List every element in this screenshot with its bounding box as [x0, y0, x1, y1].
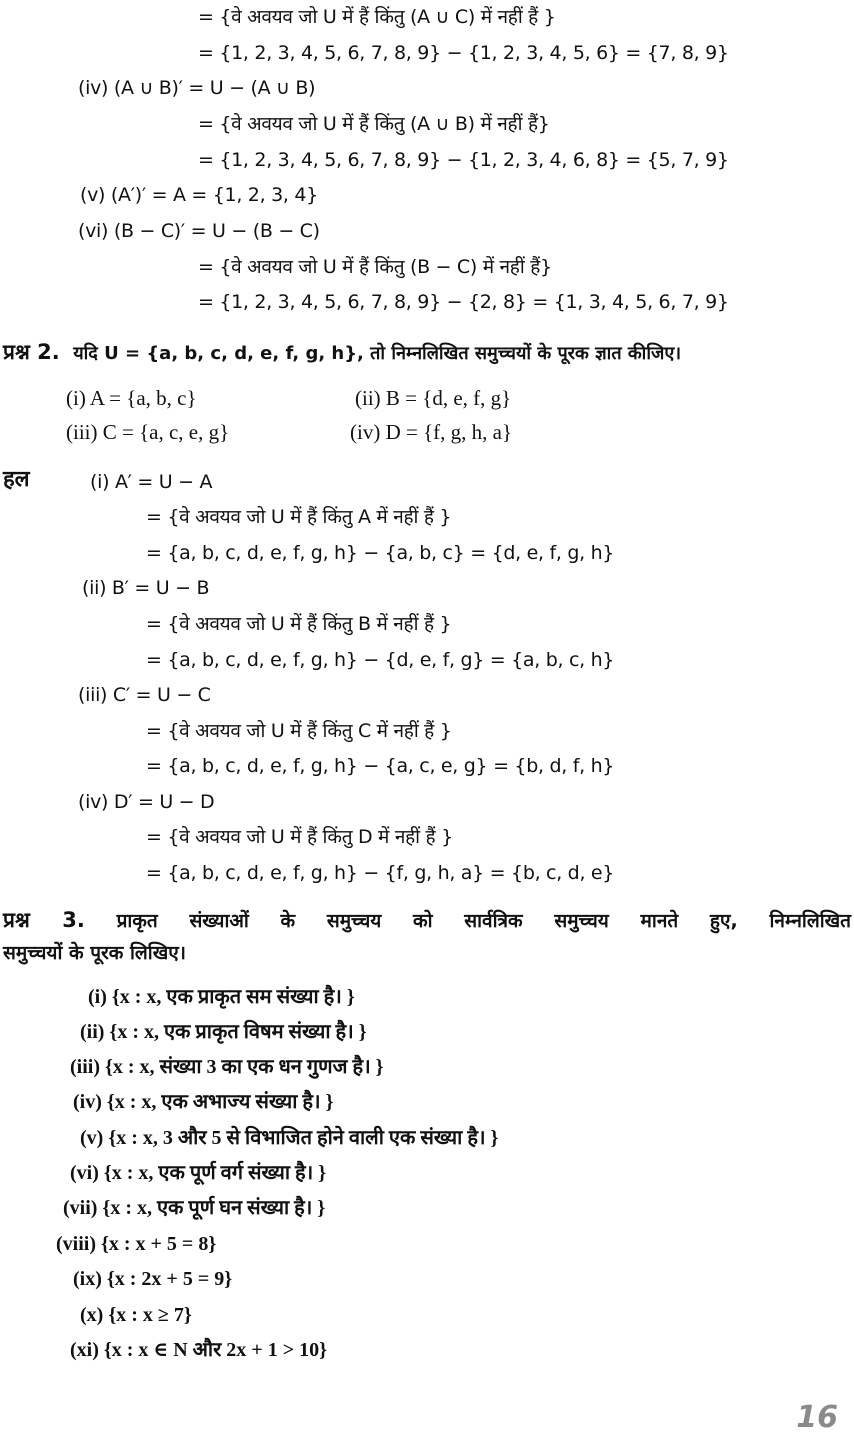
question-3-line-2: समुच्चयों के पूरक लिखिए।	[3, 942, 186, 964]
page-number: 16	[796, 1400, 838, 1435]
text-line: = {a, b, c, d, e, f, g, h} − {d, e, f, g} = {a, b, c, h}	[146, 649, 615, 671]
list-item: (iii) {x : x, संख्या 3 का एक धन गुणज है। }	[70, 1056, 384, 1078]
question-text: प्राकृत संख्याओं के समुच्चय को सार्वत्रिक समुच्चय मानते हुए, निम्नलिखित	[116, 910, 851, 932]
solution-label: हल	[3, 467, 30, 492]
question-label: प्रश्न 2.	[3, 340, 60, 364]
list-item: (viii) {x : x + 5 = 8}	[56, 1233, 217, 1255]
text-line: = {वे अवयव जो U में हैं किंतु B में नहीं हैं }	[146, 613, 452, 635]
text-line: (ii) B′ = U − B	[82, 577, 210, 599]
text-line: (iv) D′ = U − D	[78, 791, 215, 813]
list-item: (xi) {x : x ∈ N और 2x + 1 > 10}	[70, 1339, 327, 1361]
text-line: = {a, b, c, d, e, f, g, h} − {a, b, c} = {d, e, f, g, h}	[146, 542, 615, 564]
text-line: (iii) C′ = U − C	[78, 684, 211, 706]
text-line: = {वे अवयव जो U में हैं किंतु (A ∪ C) में नहीं हैं }	[198, 6, 556, 28]
text-line: = {वे अवयव जो U में हैं किंतु C में नहीं हैं }	[146, 720, 452, 742]
text-line: = {वे अवयव जो U में हैं किंतु (A ∪ B) में नहीं हैं}	[198, 113, 550, 135]
question-3-line-1	[3, 905, 851, 936]
list-item: (vi) {x : x, एक पूर्ण वर्ग संख्या है। }	[70, 1162, 327, 1184]
text-line: (vi) (B − C)′ = U − (B − C)	[78, 220, 320, 242]
list-item: (v) {x : x, 3 और 5 से विभाजित होने वाली एक संख्या है। }	[80, 1127, 499, 1149]
text-line: (i) A′ = U − A	[90, 471, 213, 493]
option-iii: (iii) C = {a, c, e, g}	[66, 420, 230, 444]
list-item: (ix) {x : 2x + 5 = 9}	[73, 1268, 233, 1290]
option-iv: (iv) D = {f, g, h, a}	[350, 420, 513, 444]
question-label: प्रश्न 3.	[3, 908, 85, 932]
list-item: (i) {x : x, एक प्राकृत सम संख्या है। }	[88, 986, 355, 1008]
option-ii: (ii) B = {d, e, f, g}	[355, 386, 512, 410]
list-item: (ii) {x : x, एक प्राकृत विषम संख्या है। }	[80, 1021, 367, 1043]
option-i: (i) A = {a, b, c}	[66, 386, 197, 410]
list-item: (vii) {x : x, एक पूर्ण घन संख्या है। }	[63, 1197, 326, 1219]
text-line: = {1, 2, 3, 4, 5, 6, 7, 8, 9} − {1, 2, 3, 4, 5, 6} = {7, 8, 9}	[198, 42, 729, 64]
question-text: यदि U = {a, b, c, d, e, f, g, h}, तो निम्नलिखित समुच्चयों के पूरक ज्ञात कीजिए।	[73, 343, 682, 364]
text-line: (iv) (A ∪ B)′ = U − (A ∪ B)	[78, 77, 316, 99]
text-line: = {वे अवयव जो U में हैं किंतु (B − C) में नहीं हैं}	[198, 256, 552, 278]
list-item: (x) {x : x ≥ 7}	[80, 1304, 192, 1326]
text-line: = {a, b, c, d, e, f, g, h} − {f, g, h, a} = {b, c, d, e}	[146, 862, 615, 884]
text-line: = {1, 2, 3, 4, 5, 6, 7, 8, 9} − {2, 8} = {1, 3, 4, 5, 6, 7, 9}	[198, 291, 729, 313]
text-line: = {वे अवयव जो U में हैं किंतु A में नहीं हैं }	[146, 506, 452, 528]
list-item: (iv) {x : x, एक अभाज्य संख्या है। }	[73, 1091, 334, 1113]
text-line: (v) (A′)′ = A = {1, 2, 3, 4}	[80, 184, 318, 206]
text-line: = {a, b, c, d, e, f, g, h} − {a, c, e, g} = {b, d, f, h}	[146, 755, 615, 777]
question-2	[3, 337, 681, 369]
text-line: = {1, 2, 3, 4, 5, 6, 7, 8, 9} − {1, 2, 3, 4, 6, 8} = {5, 7, 9}	[198, 149, 729, 171]
text-line: = {वे अवयव जो U में हैं किंतु D में नहीं हैं }	[146, 826, 453, 848]
